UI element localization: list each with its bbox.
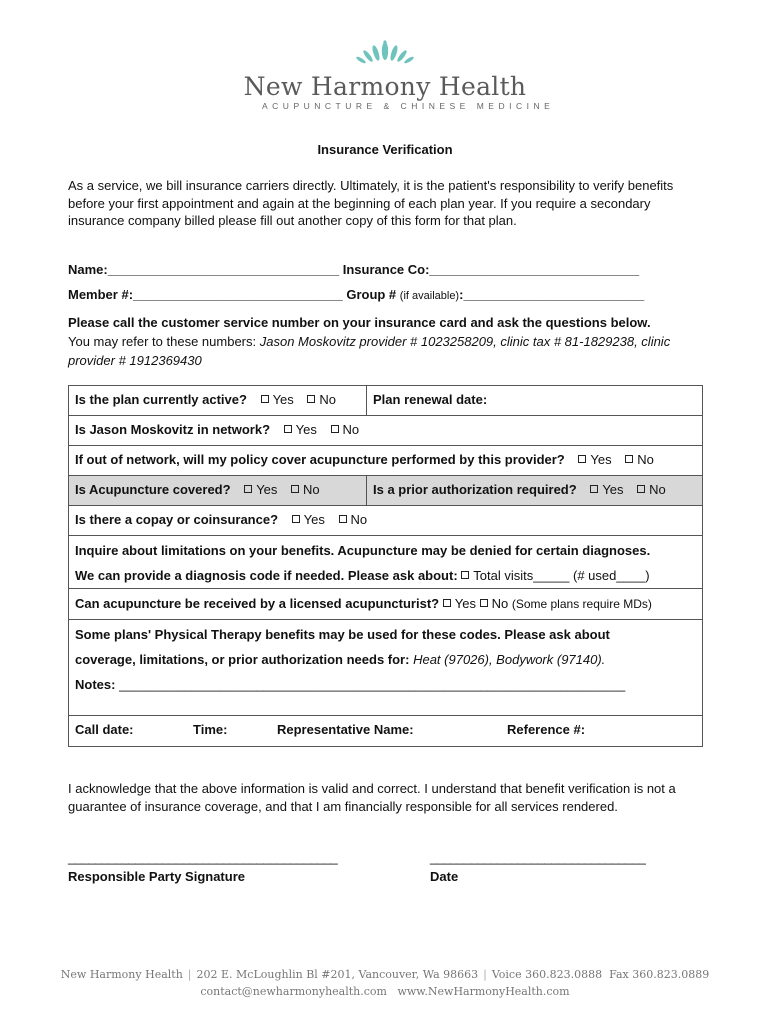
copay-yes-option[interactable]: Yes bbox=[292, 512, 325, 527]
notes-field[interactable]: ______________________________________________________________________ bbox=[119, 677, 626, 692]
checkbox-icon bbox=[261, 395, 269, 403]
footer-voice: Voice 360.823.0888 bbox=[491, 968, 603, 981]
limitations-text: Inquire about limitations on your benefits. Acupuncture may be denied for certain diagnoses. bbox=[75, 543, 651, 558]
logo-subtitle: ACUPUNCTURE & CHINESE MEDICINE bbox=[262, 101, 555, 111]
table-row bbox=[69, 620, 702, 716]
call-date-label: Call date: bbox=[75, 722, 134, 737]
checkbox-icon bbox=[590, 485, 598, 493]
table-row bbox=[69, 716, 702, 746]
footer-address-text: 202 E. McLoughlin Bl #201, Vancouver, Wa 98663 bbox=[196, 968, 479, 981]
checkbox-icon bbox=[292, 515, 300, 523]
group-field[interactable]: :_________________________ bbox=[459, 287, 645, 302]
active-question: Is the plan currently active? bbox=[75, 392, 247, 407]
pt-text: Some plans' Physical Therapy benefits may be used for these codes. Please ask about bbox=[75, 627, 610, 642]
insurance-field[interactable]: _____________________________ bbox=[429, 262, 640, 277]
checkbox-icon bbox=[244, 485, 252, 493]
out-network-yes-option[interactable]: Yes bbox=[578, 452, 611, 467]
footer-website[interactable]: www.NewHarmonyHealth.com bbox=[397, 985, 570, 998]
diagnosis-text: We can provide a diagnosis code if needed. Please ask about: bbox=[75, 568, 458, 583]
footer-name: New Harmony Health bbox=[60, 968, 183, 981]
checkbox-icon bbox=[307, 395, 315, 403]
date-field[interactable]: ________________________________ bbox=[430, 850, 646, 865]
active-yes-option[interactable]: Yes bbox=[261, 392, 294, 407]
table-row bbox=[69, 506, 702, 536]
prior-auth-no-option[interactable]: No bbox=[637, 482, 666, 497]
acknowledgement: I acknowledge that the above information is valid and correct. I understand that benefit verification is not a guarantee of insurance coverage, and that I am financially responsible for all services rendered. bbox=[68, 781, 676, 814]
pt-codes: Heat (97026), Bodywork (97140). bbox=[413, 652, 606, 667]
callout-numbers: Jason Moskovitz provider # 1023258209, clinic tax # 81-1829238, clinic provider # 1912369430 bbox=[68, 334, 671, 368]
licensed-no-option[interactable]: No bbox=[480, 596, 509, 611]
signature-label: Responsible Party Signature bbox=[68, 869, 245, 884]
pt-ask-text: coverage, limitations, or prior authorization needs for: bbox=[75, 652, 410, 667]
group-note: (if available) bbox=[399, 290, 460, 302]
active-no-option[interactable]: No bbox=[307, 392, 336, 407]
licensed-question: Can acupuncture be received by a licensed acupuncturist? bbox=[75, 596, 440, 611]
prior-auth-question: Is a prior authorization required? bbox=[373, 482, 577, 497]
intro-paragraph: As a service, we bill insurance carriers directly. Ultimately, it is the patient's responsibility to verify benefits before your first appointment and again at the beginning of each plan year. If you require a secondary insurance company billed please fill out another copy of this form for that plan. bbox=[68, 178, 674, 228]
copay-no-option[interactable]: No bbox=[339, 512, 368, 527]
covered-yes-option[interactable]: Yes bbox=[244, 482, 277, 497]
table-row bbox=[69, 446, 702, 476]
signature-field[interactable]: ________________________________________ bbox=[68, 850, 338, 865]
lotus-icon bbox=[340, 40, 430, 66]
rep-name-label: Representative Name: bbox=[277, 722, 414, 737]
footer-address: New Harmony Health | 202 E. McLoughlin Bl #201, Vancouver, Wa 98663 | Voice 360.823.0888 Fax 360.823.0889 bbox=[60, 968, 710, 981]
name-field[interactable]: ________________________________ bbox=[107, 262, 340, 277]
checkbox-icon bbox=[461, 571, 469, 579]
out-network-no-option[interactable]: No bbox=[625, 452, 654, 467]
logo bbox=[0, 40, 770, 71]
checkbox-icon bbox=[284, 425, 292, 433]
time-label: Time: bbox=[193, 722, 228, 737]
table-row bbox=[69, 476, 702, 506]
callout bbox=[68, 313, 708, 370]
member-field[interactable]: _____________________________ bbox=[133, 287, 343, 302]
reference-label: Reference #: bbox=[507, 722, 586, 737]
table-row bbox=[69, 416, 702, 446]
footer-email[interactable]: contact@newharmonyhealth.com bbox=[200, 985, 387, 998]
table-row bbox=[69, 536, 702, 589]
checkbox-icon bbox=[578, 455, 586, 463]
member-group-row bbox=[68, 287, 644, 302]
copay-question: Is there a copay or coinsurance? bbox=[75, 512, 279, 527]
checkbox-icon bbox=[480, 599, 488, 607]
name-label: Name: bbox=[68, 262, 108, 277]
total-visits-option[interactable]: Total visits_____ (# used____) bbox=[461, 568, 649, 583]
licensed-yes-option[interactable]: Yes bbox=[443, 596, 476, 611]
callout-instruction: Please call the customer service number on your insurance card and ask the questions below. bbox=[68, 315, 651, 330]
network-no-option[interactable]: No bbox=[331, 422, 360, 437]
checkbox-icon bbox=[291, 485, 299, 493]
network-yes-option[interactable]: Yes bbox=[284, 422, 317, 437]
checkbox-icon bbox=[625, 455, 633, 463]
network-question: Is Jason Moskovitz in network? bbox=[75, 422, 271, 437]
licensed-note: (Some plans require MDs) bbox=[511, 597, 652, 611]
renewal-question: Plan renewal date: bbox=[373, 392, 488, 407]
callout-text: You may refer to these numbers: bbox=[68, 334, 260, 349]
out-network-question: If out of network, will my policy cover acupuncture performed by this provider? bbox=[75, 452, 565, 467]
form-title: Insurance Verification bbox=[317, 142, 453, 157]
table-row bbox=[69, 386, 702, 416]
notes-label: Notes: bbox=[75, 677, 116, 692]
table-row bbox=[69, 589, 702, 620]
prior-auth-yes-option[interactable]: Yes bbox=[590, 482, 623, 497]
checkbox-icon bbox=[331, 425, 339, 433]
covered-no-option[interactable]: No bbox=[291, 482, 320, 497]
checkbox-icon bbox=[443, 599, 451, 607]
insurance-label: Insurance Co: bbox=[342, 262, 430, 277]
name-insurance-row bbox=[68, 262, 639, 277]
covered-question: Is Acupuncture covered? bbox=[75, 482, 231, 497]
member-label: Member #: bbox=[68, 287, 134, 302]
date-label: Date bbox=[430, 869, 459, 884]
logo-name: New Harmony Health bbox=[243, 72, 527, 101]
verification-table bbox=[68, 385, 703, 747]
footer-contact bbox=[0, 985, 770, 998]
checkbox-icon bbox=[637, 485, 645, 493]
group-label: Group # bbox=[346, 287, 397, 302]
checkbox-icon bbox=[339, 515, 347, 523]
footer-fax: Fax 360.823.0889 bbox=[609, 968, 710, 981]
